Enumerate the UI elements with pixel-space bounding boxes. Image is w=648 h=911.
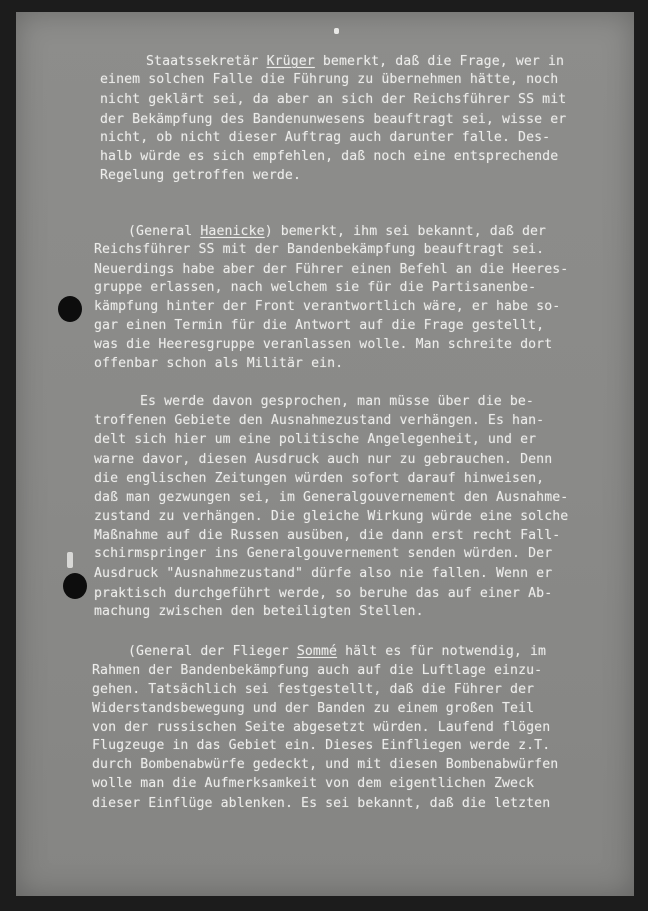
text-segment: praktisch durchgeführt werde, so beruhe das auf einer Ab-	[94, 586, 553, 601]
text-line	[128, 644, 546, 660]
text-segment: einem solchen Falle die Führung zu übernehmen hätte, noch	[100, 72, 559, 87]
text-line	[94, 604, 424, 620]
text-line	[94, 337, 552, 353]
text-line	[92, 682, 534, 698]
text-line	[100, 130, 550, 146]
text-segment: Staatssekretär	[146, 54, 267, 69]
text-line	[92, 738, 550, 754]
text-segment: Ausdruck "Ausnahmezustand" dürfe also nie fallen. Wenn er	[94, 566, 553, 581]
text-line	[94, 509, 568, 525]
text-segment: durch Bombenabwürfe gedeckt, und mit diesen Bombenabwürfen	[92, 757, 559, 772]
text-segment: kämpfung hinter der Front verantwortlich wäre, er habe so-	[94, 299, 561, 314]
text-segment: gehen. Tatsächlich sei festgestellt, daß die Führer der	[92, 682, 535, 697]
text-segment: Widerstandsbewegung und der Banden zu einem großen Teil	[92, 701, 535, 716]
text-segment: halb würde es sich empfehlen, daß noch eine entsprechende	[100, 149, 559, 164]
text-segment: wolle man die Aufmerksamkeit von dem eigentlichen Zweck	[92, 776, 535, 791]
text-line	[94, 242, 544, 258]
text-segment: was die Heeresgruppe veranlassen wolle. Man schreite dort	[94, 337, 553, 352]
text-line	[94, 452, 552, 468]
text-segment: (General der Flieger	[128, 644, 297, 659]
underlined-name: Sommé	[296, 644, 338, 659]
text-segment: troffenen Gebiete den Ausnahmezustand verhängen. Es han-	[94, 413, 545, 428]
underlined-name: Haenicke	[200, 224, 265, 239]
text-line	[92, 663, 542, 679]
text-line	[146, 54, 564, 70]
text-segment: ) bemerkt, ihm sei bekannt, daß der	[264, 224, 547, 239]
text-segment: Rahmen der Bandenbekämpfung auch auf die Luftlage einzu-	[92, 663, 543, 678]
text-line	[92, 796, 550, 812]
underlined-name: Krüger	[266, 54, 315, 69]
text-line	[94, 356, 343, 372]
text-line	[140, 394, 534, 410]
text-segment: die englischen Zeitungen würden sofort darauf hinweisen,	[94, 471, 545, 486]
text-line	[94, 471, 544, 487]
paper-mark	[334, 28, 339, 34]
text-segment: gruppe erlassen, nach welchem sie für die Partisanenbe-	[94, 280, 537, 295]
text-segment: Maßnahme auf die Russen ausüben, die dann erst recht Fall-	[94, 528, 561, 543]
text-line	[100, 149, 558, 165]
text-segment: Es werde davon gesprochen, man müsse über die be-	[140, 394, 534, 409]
text-segment: dieser Einflüge ablenken. Es sei bekannt, daß die letzten	[92, 796, 551, 811]
text-line	[94, 528, 560, 544]
text-segment: Regelung getroffen werde.	[100, 168, 301, 183]
text-line	[100, 112, 566, 128]
punch-hole-lower	[63, 573, 87, 599]
text-segment: von der russischen Seite abgesetzt würden. Laufend flögen	[92, 720, 551, 735]
text-segment: Reichsführer SS mit der Bandenbekämpfung beauftragt sei.	[94, 242, 545, 257]
text-segment: bemerkt, daß die Frage, wer in	[314, 54, 565, 69]
text-line	[94, 490, 568, 506]
text-segment: warne davor, diesen Ausdruck auch nur zu gebrauchen. Denn	[94, 452, 553, 467]
text-line	[94, 432, 536, 448]
document-page	[16, 12, 634, 896]
text-segment: machung zwischen den beteiligten Stellen.	[94, 604, 424, 619]
text-line	[94, 262, 568, 278]
text-line	[100, 92, 566, 108]
text-line	[94, 280, 536, 296]
staple-mark	[67, 552, 73, 568]
text-line	[100, 168, 301, 184]
text-line	[94, 566, 552, 582]
text-segment: nicht geklärt sei, da aber an sich der Reichsführer SS mit	[100, 92, 567, 107]
text-segment: nicht, ob nicht dieser Auftrag auch darunter falle. Des-	[100, 130, 551, 145]
text-line	[92, 720, 550, 736]
text-line	[128, 224, 546, 240]
text-line	[94, 546, 552, 562]
punch-hole-upper	[58, 296, 82, 322]
text-line	[92, 776, 534, 792]
text-segment: delt sich hier um eine politische Angelegenheit, und er	[94, 432, 537, 447]
text-line	[100, 72, 558, 88]
text-line	[94, 318, 544, 334]
text-line	[94, 586, 552, 602]
text-line	[92, 757, 558, 773]
text-line	[92, 701, 534, 717]
text-segment: daß man gezwungen sei, im Generalgouvernement den Ausnahme-	[94, 490, 569, 505]
text-segment: gar einen Termin für die Antwort auf die Frage gestellt,	[94, 318, 545, 333]
text-segment: zustand zu verhängen. Die gleiche Wirkung würde eine solche	[94, 509, 569, 524]
text-segment: Neuerdings habe aber der Führer einen Befehl an die Heeres-	[94, 262, 569, 277]
text-segment: der Bekämpfung des Bandenunwesens beauftragt sei, wisse er	[100, 112, 567, 127]
text-segment: (General	[128, 224, 201, 239]
text-segment: Flugzeuge in das Gebiet ein. Dieses Einfliegen werde z.T.	[92, 738, 551, 753]
text-line	[94, 299, 560, 315]
text-segment: offenbar schon als Militär ein.	[94, 356, 344, 371]
text-segment: hält es für notwendig, im	[337, 644, 547, 659]
text-segment: schirmspringer ins Generalgouvernement senden würden. Der	[94, 546, 553, 561]
text-line	[94, 413, 544, 429]
